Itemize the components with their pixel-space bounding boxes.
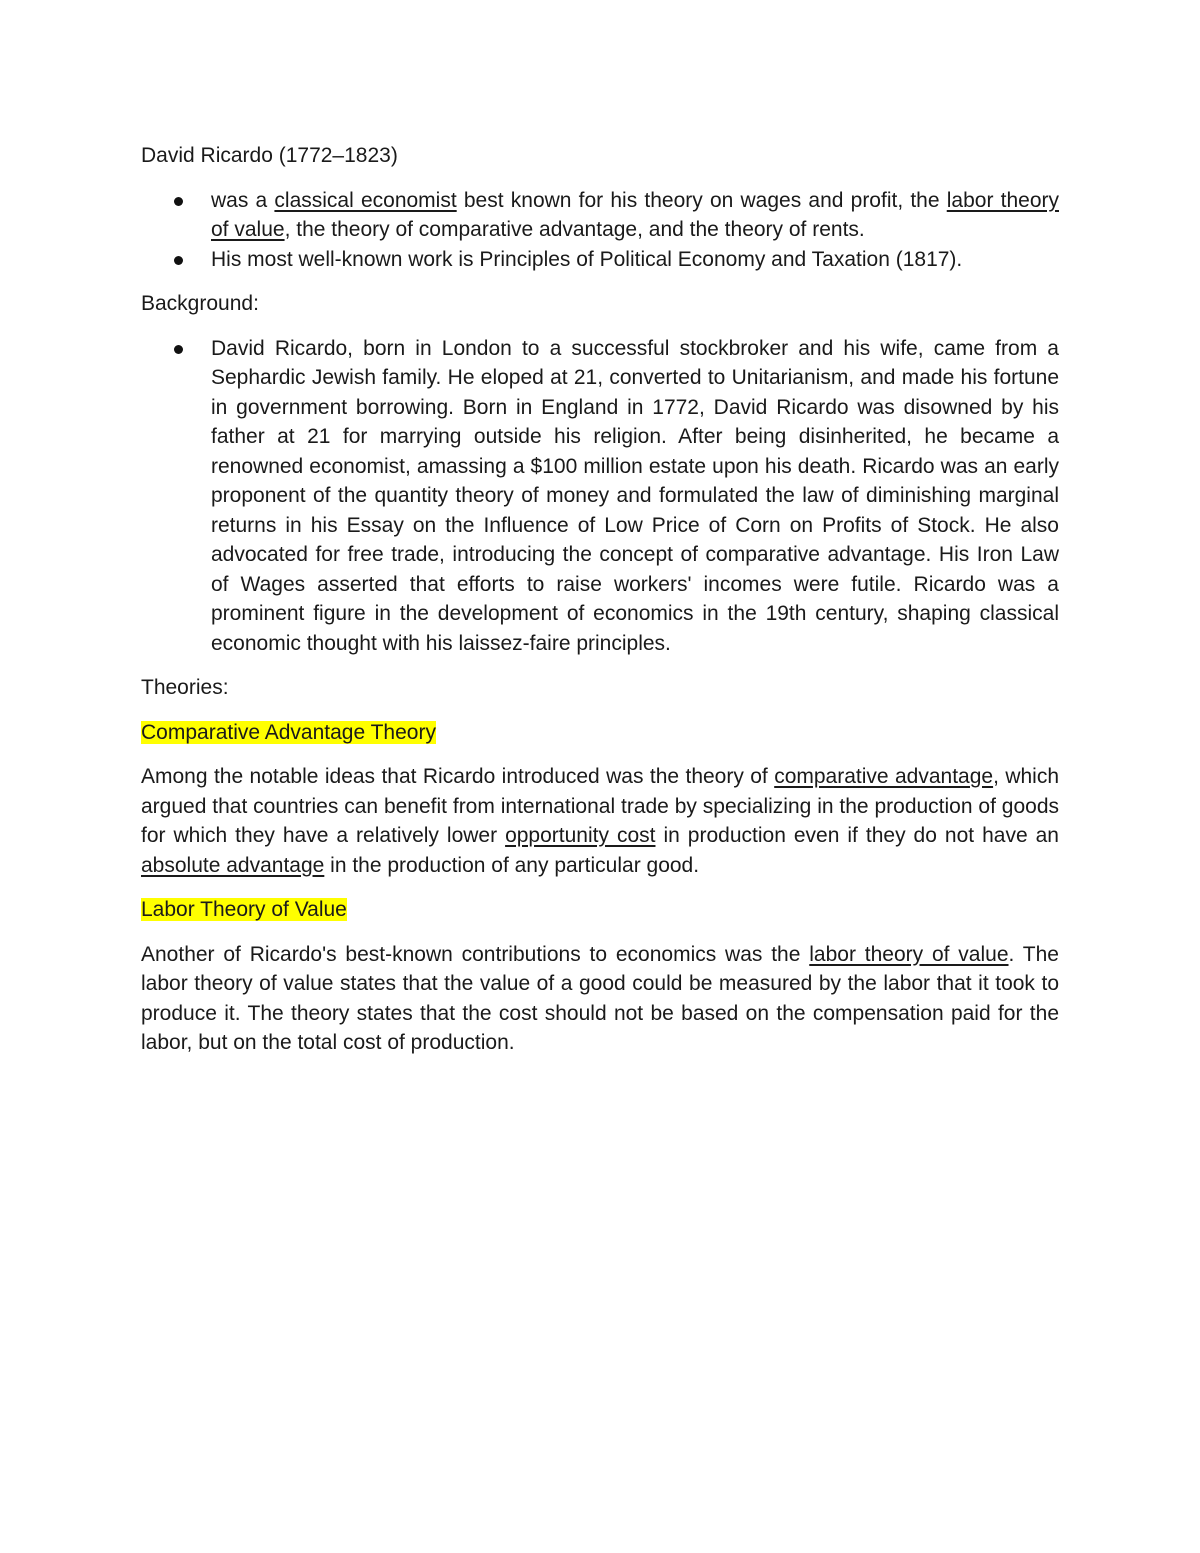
list-item xyxy=(141,334,1059,659)
absolute-advantage-link[interactable]: absolute advantage xyxy=(141,853,325,877)
opportunity-cost-link[interactable]: opportunity cost xyxy=(505,824,656,847)
labor-theory-heading: Labor Theory of Value xyxy=(141,898,347,921)
list-item: was a classical economist best known for his theory on wages and profit, the labor theory of value, the theory of comparative advantage, and the theory of rents. xyxy=(141,186,1059,245)
comparative-advantage-link[interactable]: comparative advantage xyxy=(774,765,994,788)
bullet-icon xyxy=(174,256,183,265)
theories-label: Theories: xyxy=(141,676,229,699)
comparative-advantage-heading: Comparative Advantage Theory xyxy=(141,720,436,744)
labor-theory-paragraph: Another of Ricardo's best-known contributions to economics was the labor theory of value. The labor theory of value states that the value of a good could be measured by the labor that it took to produce it. The theory states that the cost should not be based on the compensation paid for the labor, but on the total cost of production. xyxy=(141,942,1059,1054)
bullet-icon xyxy=(174,345,183,354)
document-page xyxy=(141,141,1059,1058)
labor-theory-of-value-link[interactable]: labor theory of value xyxy=(211,188,1059,241)
intro-bullet-list xyxy=(141,186,1059,275)
labor-theory-of-value-link[interactable]: labor theory of value xyxy=(809,942,1009,966)
document-heading: David Ricardo (1772–1823) xyxy=(141,144,398,167)
background-bullet-list xyxy=(141,334,1059,659)
list-item: His most well-known work is Principles of Political Economy and Taxation (1817). xyxy=(141,245,1059,275)
classical-economist-link[interactable]: classical economist xyxy=(274,188,457,212)
background-text: David Ricardo, born in London to a successful stockbroker and his wife, came from a Sephardic Jewish family. He eloped at 21, converted to Unitarianism, and made his fortune in government borrowing. Born in England in 1772, David Ricardo was disowned by his father at 21 for marrying outside his religion. After being disinherited, he became a renowned economist, amassing a $100 million estate upon his death. Ricardo was an early proponent of the quantity theory of money and formulated the law of diminishing marginal returns in his Essay on the Influence of Low Price of Corn on Profits of Stock. He also advocated for free trade, introducing the concept of comparative advantage. His Iron Law of Wages asserted that efforts to raise workers' incomes were futile. Ricardo was a prominent figure in the development of economics in the 19th century, shaping classical economic thought with his laissez-faire principles. xyxy=(211,336,1059,655)
background-label: Background: xyxy=(141,292,259,315)
comparative-advantage-paragraph: Among the notable ideas that Ricardo introduced was the theory of comparative advantage, which argued that countries can benefit from international trade by specializing in the production of goods for which they have a relatively lower opportunity cost in production even if they do not have an absolute advantage in the production of any particular good. xyxy=(141,765,1060,877)
bullet-icon xyxy=(174,197,183,206)
